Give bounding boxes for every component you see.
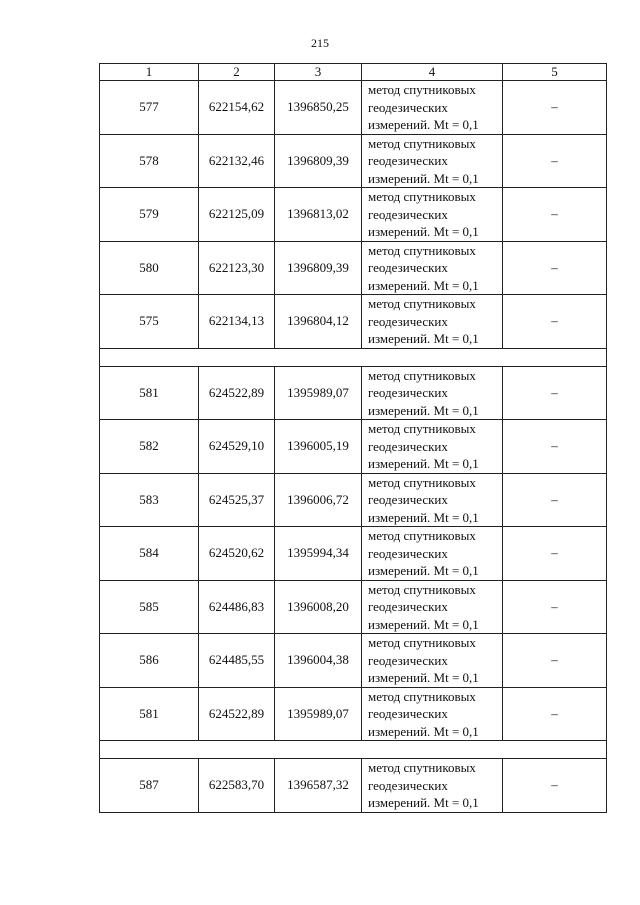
table-row: [100, 687, 607, 741]
x-coordinate-cell: 622583,70: [199, 759, 275, 813]
method-cell: [362, 634, 503, 688]
column-5-cell: –: [503, 81, 607, 135]
table-row: [100, 134, 607, 188]
method-line: геодезических: [368, 599, 448, 614]
column-5-cell: –: [503, 188, 607, 242]
method-line: метод спутниковых: [368, 135, 476, 151]
column-5-cell: –: [503, 366, 607, 420]
table-row: [100, 473, 607, 527]
column-5-cell: –: [503, 527, 607, 581]
x-coordinate-cell: 624522,89: [199, 366, 275, 420]
coordinates-table: [99, 63, 607, 813]
y-coordinate-cell: 1395989,07: [275, 687, 362, 741]
x-coordinate-cell: 624522,89: [199, 687, 275, 741]
x-coordinate-cell: 624525,37: [199, 473, 275, 527]
method-line: метод спутниковых: [368, 367, 476, 383]
column-5-cell: –: [503, 134, 607, 188]
x-coordinate-cell: 624486,83: [199, 580, 275, 634]
table-body: [100, 81, 607, 813]
method-line: метод спутниковых: [368, 189, 476, 204]
method-cell: [362, 420, 503, 474]
method-line: метод спутниковых: [368, 82, 476, 97]
point-number-cell: 586: [100, 634, 199, 688]
method-line: метод спутниковых: [368, 421, 476, 436]
method-line: геодезических: [368, 99, 448, 115]
point-number-cell: 580: [100, 241, 199, 295]
method-line: измерений. Mt = 0,1: [368, 331, 479, 346]
x-coordinate-cell: 622154,62: [199, 81, 275, 135]
method-cell: [362, 759, 503, 813]
method-line: геодезических: [368, 260, 448, 275]
method-line: измерений. Mt = 0,1: [368, 224, 479, 239]
method-line: метод спутниковых: [368, 528, 476, 543]
point-number-cell: 577: [100, 81, 199, 135]
header-col-5: 5: [503, 64, 607, 81]
header-col-1: 1: [100, 64, 199, 81]
method-line: измерений. Mt = 0,1: [368, 117, 479, 132]
method-cell: [362, 188, 503, 242]
table-row: [100, 580, 607, 634]
method-line: геодезических: [368, 153, 448, 168]
point-number-cell: 575: [100, 295, 199, 349]
method-cell: [362, 687, 503, 741]
method-cell: [362, 473, 503, 527]
method-line: метод спутниковых: [368, 581, 476, 597]
y-coordinate-cell: 1396004,38: [275, 634, 362, 688]
column-5-cell: –: [503, 473, 607, 527]
y-coordinate-cell: 1396008,20: [275, 580, 362, 634]
method-cell: [362, 580, 503, 634]
table-row: [100, 366, 607, 420]
method-line: геодезических: [368, 706, 448, 721]
method-line: геодезических: [368, 313, 448, 329]
x-coordinate-cell: 624520,62: [199, 527, 275, 581]
point-number-cell: 578: [100, 134, 199, 188]
y-coordinate-cell: 1396006,72: [275, 473, 362, 527]
table-row: [100, 759, 607, 813]
y-coordinate-cell: 1396804,12: [275, 295, 362, 349]
point-number-cell: 584: [100, 527, 199, 581]
table-row: [100, 188, 607, 242]
group-separator-row: [100, 741, 607, 759]
x-coordinate-cell: 622134,13: [199, 295, 275, 349]
header-col-4: 4: [362, 64, 503, 81]
y-coordinate-cell: 1396813,02: [275, 188, 362, 242]
method-line: метод спутниковых: [368, 474, 476, 490]
method-line: геодезических: [368, 438, 448, 454]
y-coordinate-cell: 1396005,19: [275, 420, 362, 474]
method-cell: [362, 134, 503, 188]
column-5-cell: –: [503, 687, 607, 741]
column-5-cell: –: [503, 580, 607, 634]
table-row: [100, 527, 607, 581]
point-number-cell: 579: [100, 188, 199, 242]
point-number-cell: 582: [100, 420, 199, 474]
column-5-cell: –: [503, 420, 607, 474]
x-coordinate-cell: 622123,30: [199, 241, 275, 295]
method-line: геодезических: [368, 492, 448, 507]
method-line: измерений. Mt = 0,1: [368, 277, 479, 293]
method-line: метод спутниковых: [368, 760, 476, 775]
method-line: метод спутниковых: [368, 296, 476, 311]
table-row: [100, 634, 607, 688]
method-cell: [362, 81, 503, 135]
method-line: геодезических: [368, 385, 448, 400]
method-line: измерений. Mt = 0,1: [368, 509, 479, 525]
y-coordinate-cell: 1396809,39: [275, 241, 362, 295]
method-line: метод спутниковых: [368, 688, 476, 704]
table-row: [100, 295, 607, 349]
y-coordinate-cell: 1396587,32: [275, 759, 362, 813]
header-col-3: 3: [275, 64, 362, 81]
method-line: метод спутниковых: [368, 635, 476, 650]
method-line: измерений. Mt = 0,1: [368, 563, 479, 578]
method-line: геодезических: [368, 545, 448, 561]
method-line: измерений. Mt = 0,1: [368, 402, 479, 418]
x-coordinate-cell: 622132,46: [199, 134, 275, 188]
group-separator-cell: [100, 741, 607, 759]
method-line: метод спутниковых: [368, 242, 476, 258]
point-number-cell: 581: [100, 687, 199, 741]
header-col-2: 2: [199, 64, 275, 81]
method-line: геодезических: [368, 777, 448, 793]
method-cell: [362, 295, 503, 349]
column-5-cell: –: [503, 634, 607, 688]
column-5-cell: –: [503, 241, 607, 295]
method-cell: [362, 527, 503, 581]
page-number: 215: [311, 36, 329, 50]
method-line: измерений. Mt = 0,1: [368, 670, 479, 685]
method-line: измерений. Mt = 0,1: [368, 795, 479, 810]
method-cell: [362, 241, 503, 295]
x-coordinate-cell: 624485,55: [199, 634, 275, 688]
group-separator-row: [100, 348, 607, 366]
y-coordinate-cell: 1396809,39: [275, 134, 362, 188]
y-coordinate-cell: 1395989,07: [275, 366, 362, 420]
column-5-cell: –: [503, 295, 607, 349]
group-separator-cell: [100, 348, 607, 366]
y-coordinate-cell: 1396850,25: [275, 81, 362, 135]
point-number-cell: 581: [100, 366, 199, 420]
method-line: измерений. Mt = 0,1: [368, 456, 479, 471]
method-line: измерений. Mt = 0,1: [368, 723, 479, 739]
y-coordinate-cell: 1395994,34: [275, 527, 362, 581]
table-header: [100, 64, 607, 81]
table-row: [100, 241, 607, 295]
point-number-cell: 585: [100, 580, 199, 634]
method-cell: [362, 366, 503, 420]
point-number-cell: 587: [100, 759, 199, 813]
method-line: геодезических: [368, 206, 448, 222]
method-line: измерений. Mt = 0,1: [368, 170, 479, 186]
method-line: измерений. Mt = 0,1: [368, 616, 479, 632]
table-row: [100, 420, 607, 474]
point-number-cell: 583: [100, 473, 199, 527]
x-coordinate-cell: 624529,10: [199, 420, 275, 474]
table-row: [100, 81, 607, 135]
column-5-cell: –: [503, 759, 607, 813]
x-coordinate-cell: 622125,09: [199, 188, 275, 242]
method-line: геодезических: [368, 652, 448, 668]
header-row: [100, 64, 607, 81]
